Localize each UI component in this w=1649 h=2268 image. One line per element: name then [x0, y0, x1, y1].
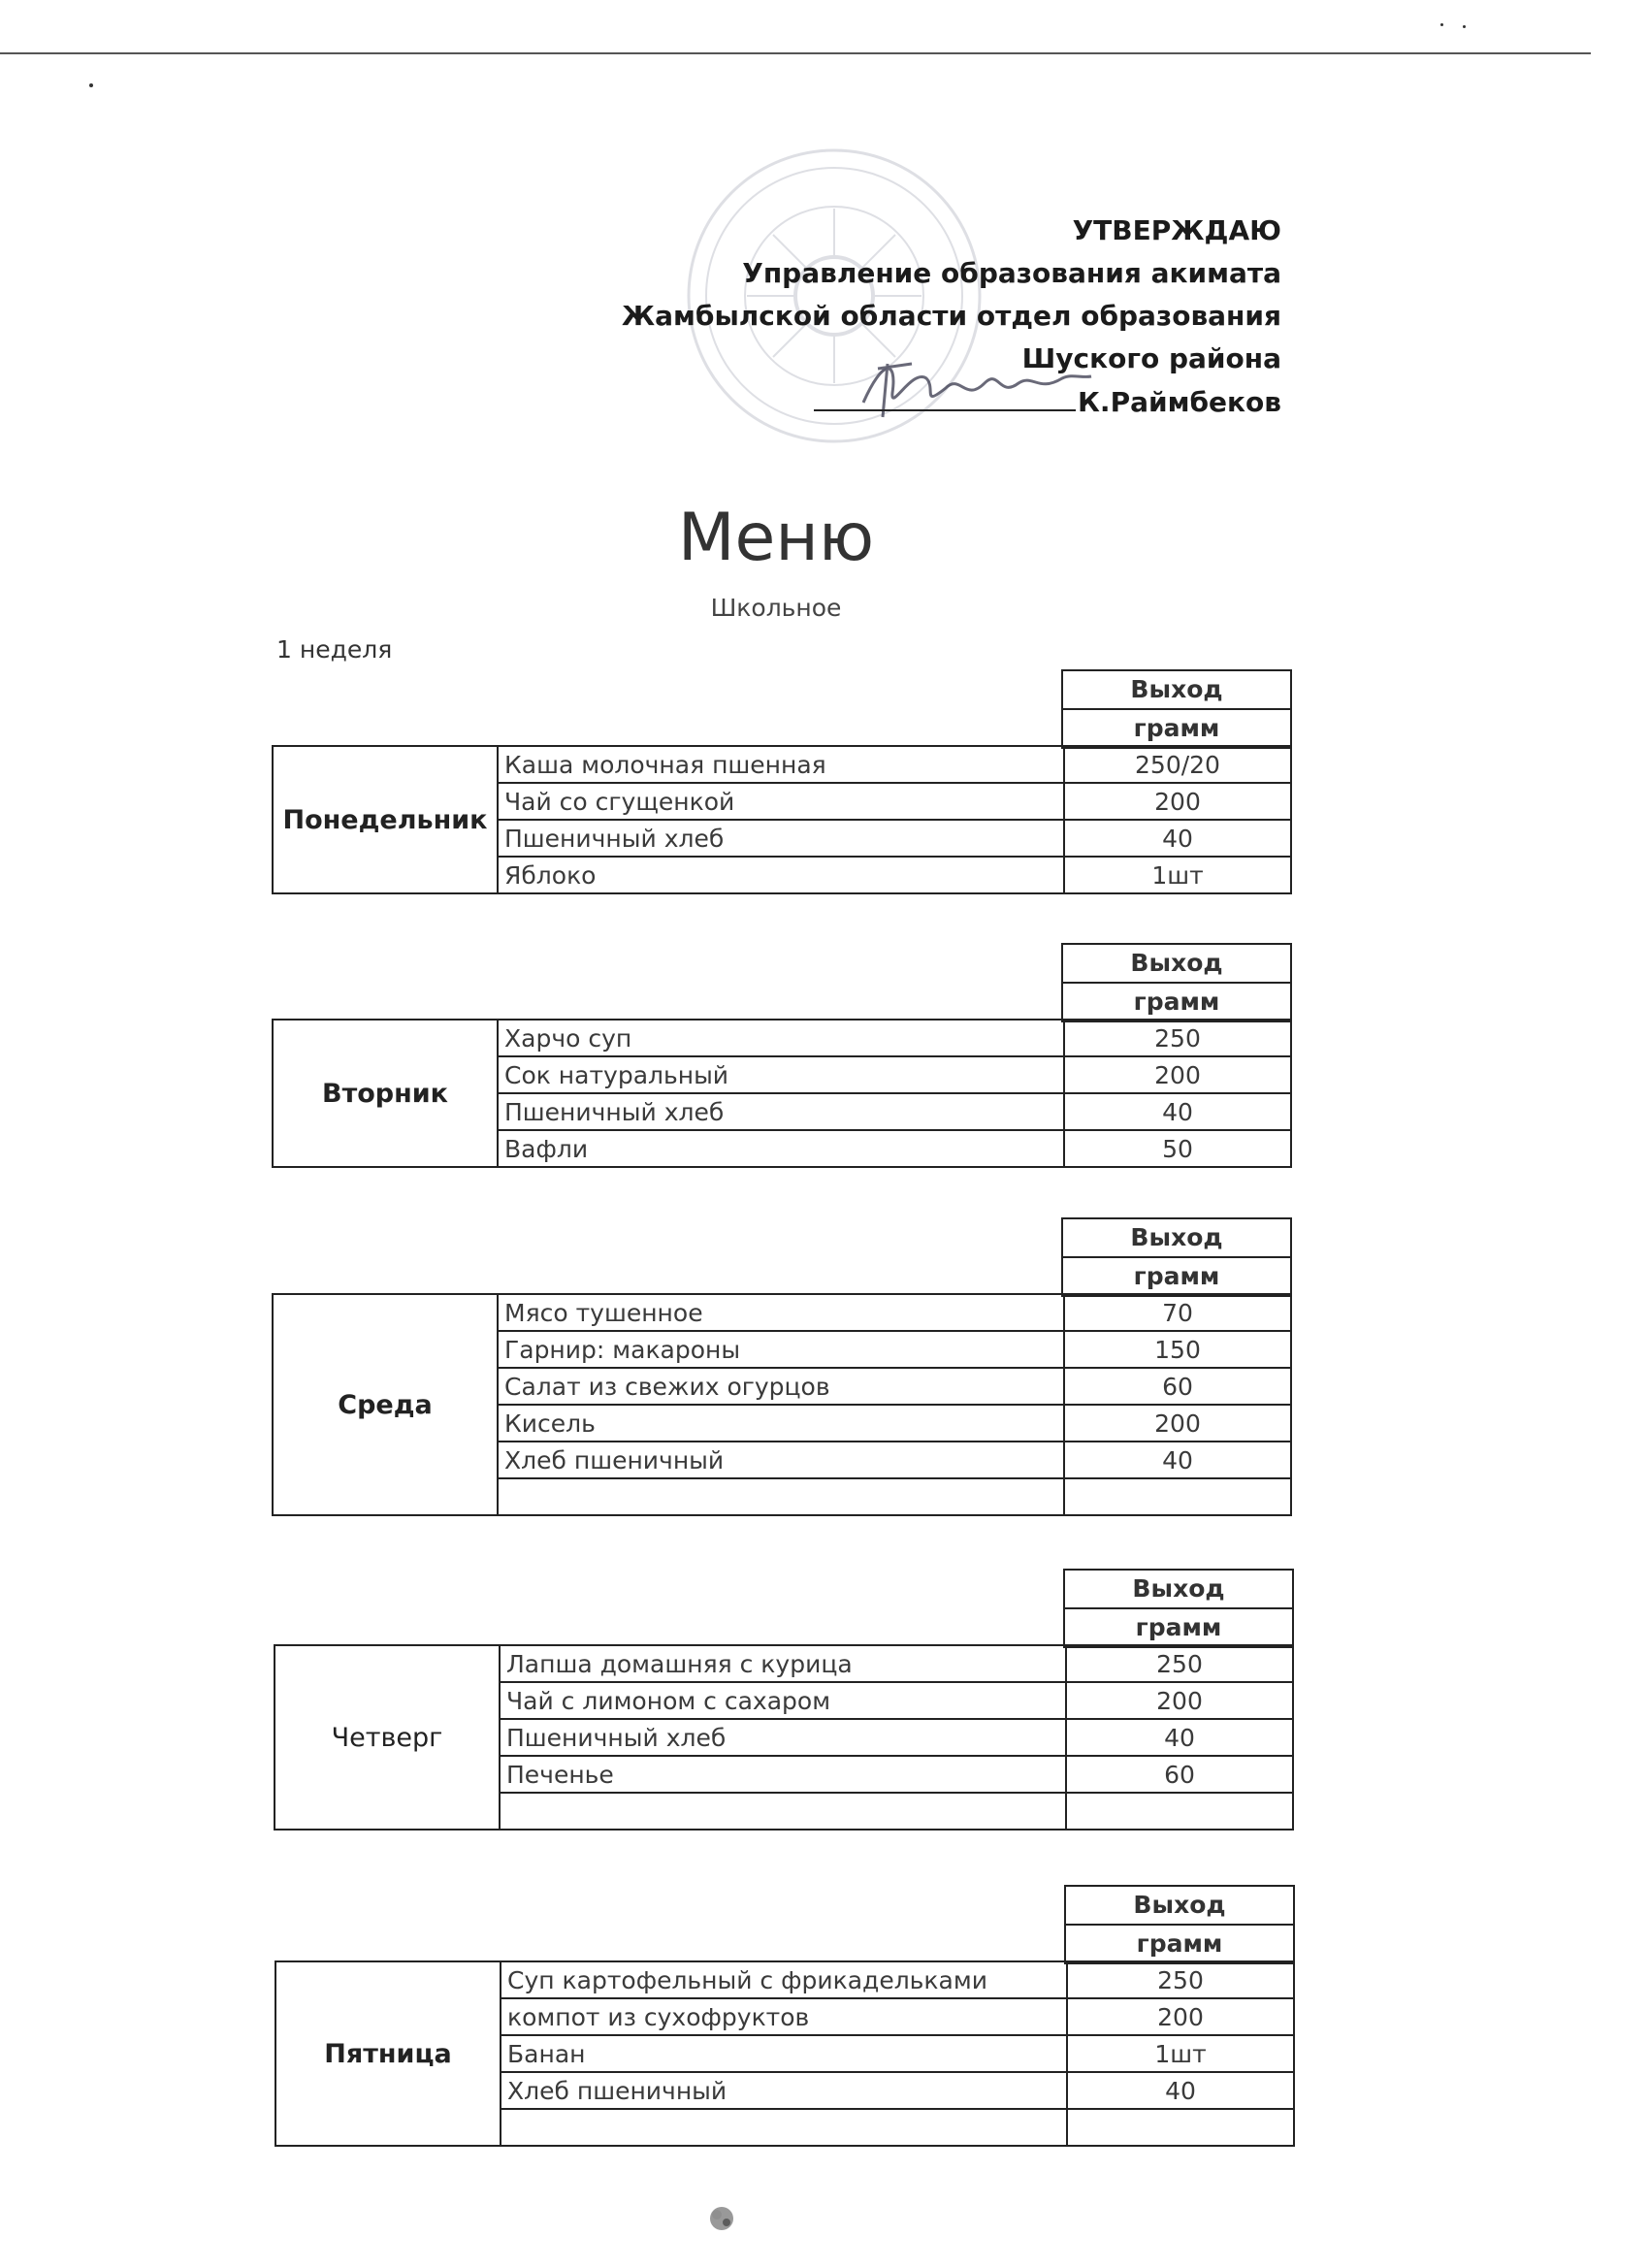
dish-name	[500, 1793, 1066, 1830]
approval-heading: УТВЕРЖДАЮ	[1072, 214, 1281, 246]
dish-name: Пшеничный хлеб	[498, 1093, 1064, 1130]
dish-name: Хлеб пшеничный	[501, 2072, 1067, 2109]
dish-amount: 40	[1064, 1093, 1291, 1130]
dish-amount: 200	[1066, 1682, 1293, 1719]
dish-name: Пшеничный хлеб	[498, 820, 1064, 857]
dish-name: Мясо тушенное	[498, 1294, 1064, 1331]
dish-amount: 60	[1066, 1756, 1293, 1793]
dish-name: Харчо суп	[498, 1020, 1064, 1056]
dish-name	[501, 2109, 1067, 2146]
top-border-line	[0, 52, 1591, 54]
output-header	[1061, 943, 1292, 1022]
day-table	[274, 1644, 1294, 1831]
dish-amount: 150	[1064, 1331, 1291, 1368]
dish-name: Каша молочная пшенная	[498, 746, 1064, 783]
dish-amount: 200	[1064, 783, 1291, 820]
dish-name: Кисель	[498, 1405, 1064, 1442]
output-header	[1061, 669, 1292, 749]
output-header-unit: грамм	[1063, 1256, 1290, 1295]
dish-amount: 60	[1064, 1368, 1291, 1405]
dish-name: Чай со сгущенкой	[498, 783, 1064, 820]
dish-amount: 40	[1067, 2072, 1294, 2109]
dish-amount: 40	[1064, 820, 1291, 857]
output-header	[1064, 1885, 1295, 1964]
day-name: Вторник	[273, 1020, 498, 1167]
output-header-unit: грамм	[1063, 708, 1290, 747]
day-table	[272, 1293, 1292, 1516]
dish-name: Салат из свежих огурцов	[498, 1368, 1064, 1405]
dish-amount: 250	[1066, 1645, 1293, 1682]
dish-name: Банан	[501, 2035, 1067, 2072]
day-table	[272, 745, 1292, 894]
approval-signer-line	[622, 380, 1281, 424]
dish-amount: 250/20	[1064, 746, 1291, 783]
output-header-unit: грамм	[1063, 982, 1290, 1021]
output-header-label: Выход	[1132, 1574, 1225, 1603]
output-header-label: Выход	[1133, 1891, 1226, 1919]
dish-name: Гарнир: макароны	[498, 1331, 1064, 1368]
dish-amount: 50	[1064, 1130, 1291, 1167]
dish-amount: 40	[1066, 1719, 1293, 1756]
approval-org-line-1: Управление образования акимата	[742, 257, 1281, 289]
dish-amount: 200	[1064, 1056, 1291, 1093]
approval-org-line-3: Шуского района	[1021, 342, 1281, 374]
week-label: 1 неделя	[276, 635, 393, 664]
dish-name: Печенье	[500, 1756, 1066, 1793]
output-header-label: Выход	[1130, 675, 1223, 703]
output-header	[1063, 1569, 1294, 1648]
ink-blot	[705, 2202, 738, 2235]
day-name: Пятница	[275, 1961, 501, 2146]
signature-line	[814, 380, 1076, 411]
day-name: Среда	[273, 1294, 498, 1515]
day-name: Четверг	[275, 1645, 500, 1830]
dish-name: Суп картофельный с фрикадельками	[501, 1961, 1067, 1998]
dish-name: Яблоко	[498, 857, 1064, 893]
scan-speck	[1440, 23, 1443, 26]
dish-name	[498, 1478, 1064, 1515]
scan-speck	[89, 83, 93, 87]
page-title: Меню	[677, 500, 875, 576]
dish-amount: 200	[1064, 1405, 1291, 1442]
dish-amount	[1067, 2109, 1294, 2146]
dish-name: Лапша домашняя с курица	[500, 1645, 1066, 1682]
output-header-unit: грамм	[1066, 1924, 1293, 1962]
dish-amount: 40	[1064, 1442, 1291, 1478]
day-table	[272, 1019, 1292, 1168]
dish-amount: 70	[1064, 1294, 1291, 1331]
dish-name: Хлеб пшеничный	[498, 1442, 1064, 1478]
dish-amount: 250	[1067, 1961, 1294, 1998]
output-header-label: Выход	[1130, 949, 1223, 977]
scan-speck	[1463, 25, 1466, 28]
dish-name: Вафли	[498, 1130, 1064, 1167]
page-subtitle: Школьное	[710, 594, 842, 622]
dish-name: компот из сухофруктов	[501, 1998, 1067, 2035]
approval-block	[622, 210, 1281, 424]
dish-amount: 1шт	[1064, 857, 1291, 893]
day-table	[275, 1960, 1295, 2147]
dish-amount	[1064, 1478, 1291, 1515]
dish-amount: 1шт	[1067, 2035, 1294, 2072]
signer-name: К.Раймбеков	[1078, 386, 1281, 418]
day-name: Понедельник	[273, 746, 498, 893]
approval-org-line-2: Жамбылской области отдел образования	[621, 300, 1281, 332]
dish-amount	[1066, 1793, 1293, 1830]
dish-name: Пшеничный хлеб	[500, 1719, 1066, 1756]
output-header-unit: грамм	[1065, 1607, 1292, 1646]
dish-name: Сок натуральный	[498, 1056, 1064, 1093]
output-header-label: Выход	[1130, 1223, 1223, 1251]
output-header	[1061, 1217, 1292, 1297]
dish-name: Чай с лимоном с сахаром	[500, 1682, 1066, 1719]
dish-amount: 250	[1064, 1020, 1291, 1056]
dish-amount: 200	[1067, 1998, 1294, 2035]
